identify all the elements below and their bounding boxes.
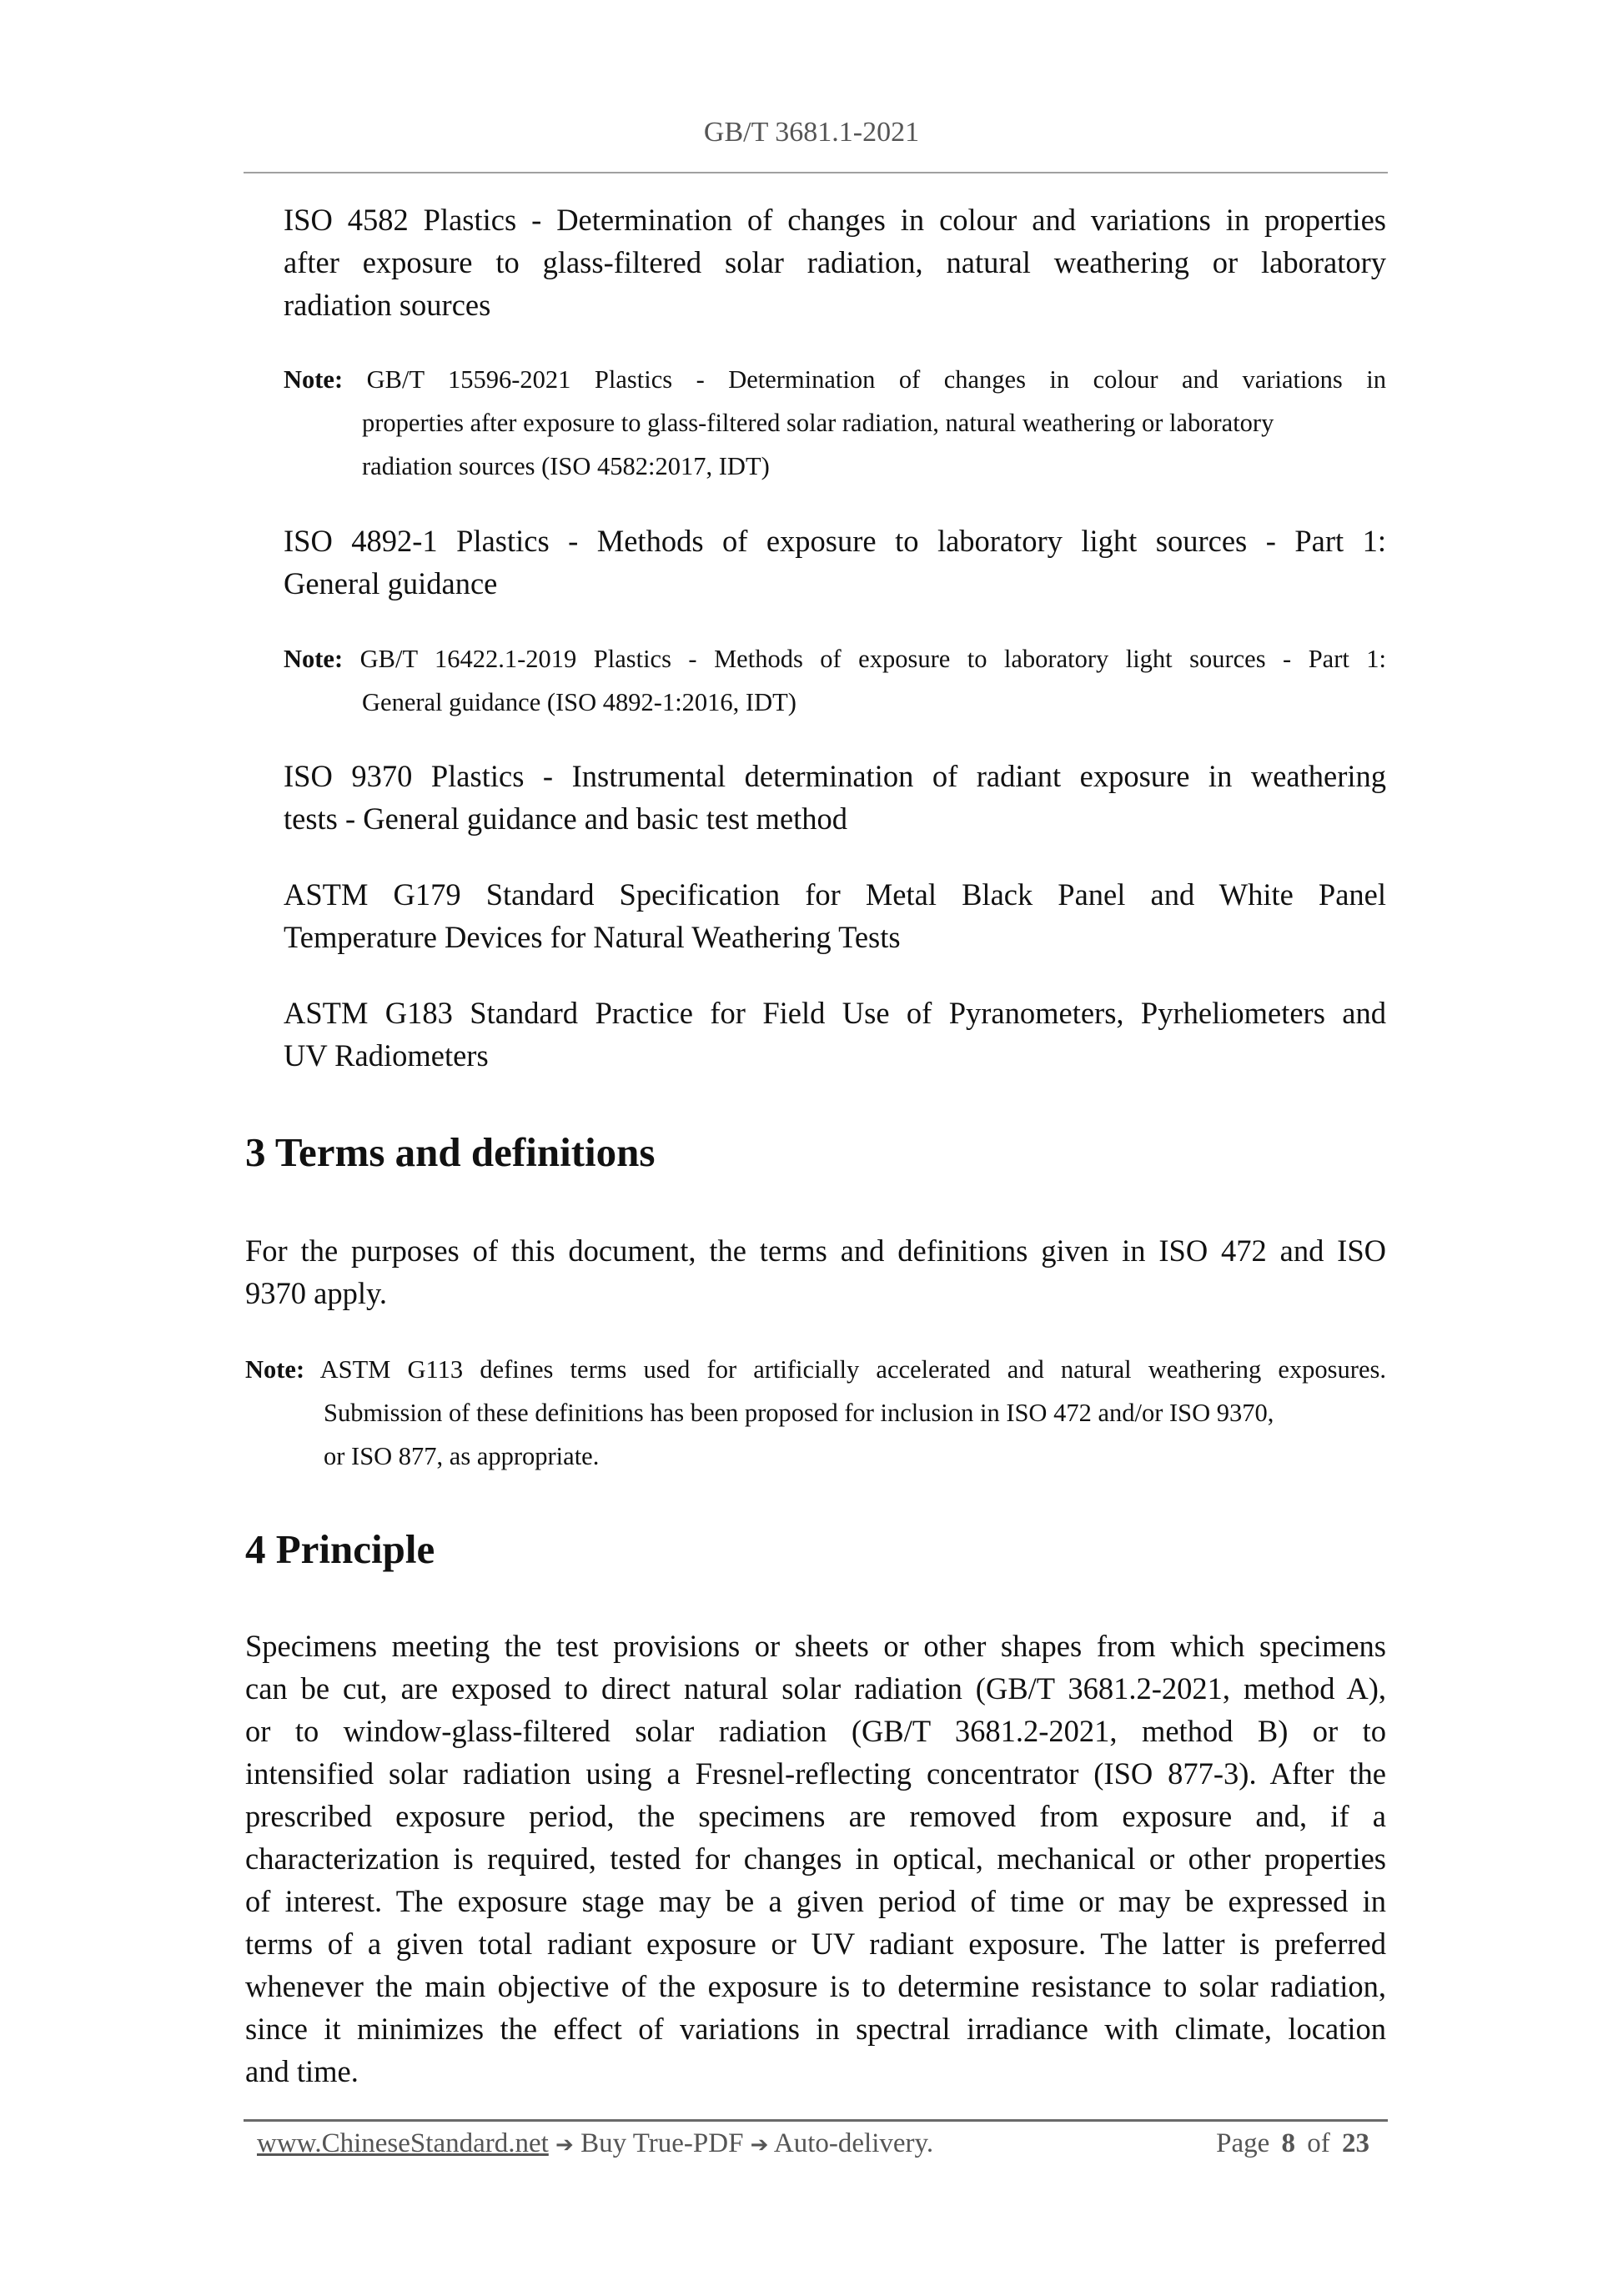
paragraph-line: characterization is required, tested for changes in optical, mechanical or other properties	[245, 1841, 1386, 1876]
paragraph-line: and time.	[245, 2054, 359, 2088]
header-divider	[244, 172, 1388, 173]
page-number	[1216, 2128, 1369, 2159]
page-total: 23	[1342, 2128, 1369, 2158]
note-text: ASTM G113 defines terms used for artificially accelerated and natural weathering exposures.	[319, 1355, 1386, 1384]
paragraph-line: terms of a given total radiant exposure or UV radiant exposure. The latter is preferred	[245, 1927, 1386, 1961]
reference-line: tests - General guidance and basic test method	[284, 801, 848, 836]
paragraph-line: can be cut, are exposed to direct natural solar radiation (GB/T 3681.2-2021, method A),	[245, 1671, 1386, 1706]
footer-promo	[257, 2128, 933, 2159]
page-current: 8	[1281, 2128, 1295, 2158]
paragraph-line: For the purposes of this document, the terms and definitions given in ISO 472 and ISO	[245, 1233, 1386, 1268]
paragraph-line: of interest. The exposure stage may be a given period of time or may be expressed in	[245, 1884, 1386, 1918]
note-astm-g113	[245, 1348, 1386, 1478]
footer-buy-text: Buy True-PDF	[580, 2128, 744, 2158]
section-heading-terms-and-definitions: 3 Terms and definitions	[245, 1129, 656, 1175]
reference-line: UV Radiometers	[284, 1038, 489, 1073]
paragraph-line: whenever the main objective of the exposure is to determine resistance to solar radiation,	[245, 1969, 1386, 2003]
arrow-right-icon: ➔	[750, 2133, 769, 2158]
reference-line: ASTM G183 Standard Practice for Field Use of Pyranometers, Pyrheliometers and	[284, 996, 1386, 1030]
note-label: Note:	[245, 1355, 305, 1384]
reference-line: ISO 4892-1 Plastics - Methods of exposure to laboratory light sources - Part 1:	[284, 524, 1386, 558]
section-heading-principle: 4 Principle	[245, 1526, 435, 1572]
note-gbt-15596	[284, 358, 1386, 488]
note-text: or ISO 877, as appropriate.	[324, 1442, 600, 1470]
page-header-title: GB/T 3681.1-2021	[703, 117, 920, 148]
arrow-right-icon: ➔	[555, 2133, 574, 2158]
paragraph-line: Specimens meeting the test provisions or sheets or other shapes from which specimens	[245, 1629, 1386, 1663]
page-of: of	[1307, 2128, 1330, 2158]
page-footer	[257, 2128, 1369, 2159]
note-gbt-16422-1	[284, 637, 1386, 724]
section4-paragraph	[245, 1625, 1386, 2093]
reference-astm-g179	[284, 873, 1386, 958]
paragraph-line: or to window-glass-filtered solar radiation (GB/T 3681.2-2021, method B) or to	[245, 1714, 1386, 1748]
reference-iso-4892-1	[284, 520, 1386, 605]
note-text: GB/T 15596-2021 Plastics - Determination of changes in colour and variations in	[366, 365, 1387, 394]
note-text: radiation sources (ISO 4582:2017, IDT)	[362, 452, 770, 480]
note-text: properties after exposure to glass-filtered solar radiation, natural weathering or laboratory	[362, 409, 1274, 437]
note-label: Note:	[284, 365, 344, 394]
reference-iso-9370	[284, 755, 1386, 840]
reference-line: after exposure to glass-filtered solar radiation, natural weathering or laboratory	[284, 245, 1386, 279]
paragraph-line: 9370 apply.	[245, 1276, 387, 1310]
reference-line: radiation sources	[284, 288, 491, 322]
footer-divider	[244, 2119, 1388, 2122]
note-text: GB/T 16422.1-2019 Plastics - Methods of exposure to laboratory light sources - Part 1:	[359, 645, 1387, 673]
reference-line: ISO 9370 Plastics - Instrumental determination of radiant exposure in weathering	[284, 759, 1386, 793]
paragraph-line: since it minimizes the effect of variations in spectral irradiance with climate, location	[245, 2012, 1386, 2046]
reference-line: ASTM G179 Standard Specification for Metal Black Panel and White Panel	[284, 877, 1386, 912]
reference-astm-g183	[284, 992, 1386, 1077]
reference-line: General guidance	[284, 566, 498, 600]
footer-delivery-text: Auto-delivery.	[773, 2128, 934, 2158]
section3-paragraph	[245, 1229, 1386, 1314]
chinese-standard-link[interactable]: www.ChineseStandard.net	[257, 2128, 549, 2158]
page-label: Page	[1216, 2128, 1270, 2158]
note-label: Note:	[284, 645, 344, 673]
paragraph-line: intensified solar radiation using a Fresnel-reflecting concentrator (ISO 877-3). After the	[245, 1756, 1386, 1791]
note-text: Submission of these definitions has been proposed for inclusion in ISO 472 and/or ISO 9370,	[324, 1399, 1274, 1427]
reference-line: ISO 4582 Plastics - Determination of changes in colour and variations in properties	[284, 203, 1386, 237]
reference-line: Temperature Devices for Natural Weathering Tests	[284, 920, 901, 954]
reference-iso-4582	[284, 198, 1386, 326]
note-text: General guidance (ISO 4892-1:2016, IDT)	[362, 688, 796, 716]
paragraph-line: prescribed exposure period, the specimens are removed from exposure and, if a	[245, 1799, 1386, 1833]
